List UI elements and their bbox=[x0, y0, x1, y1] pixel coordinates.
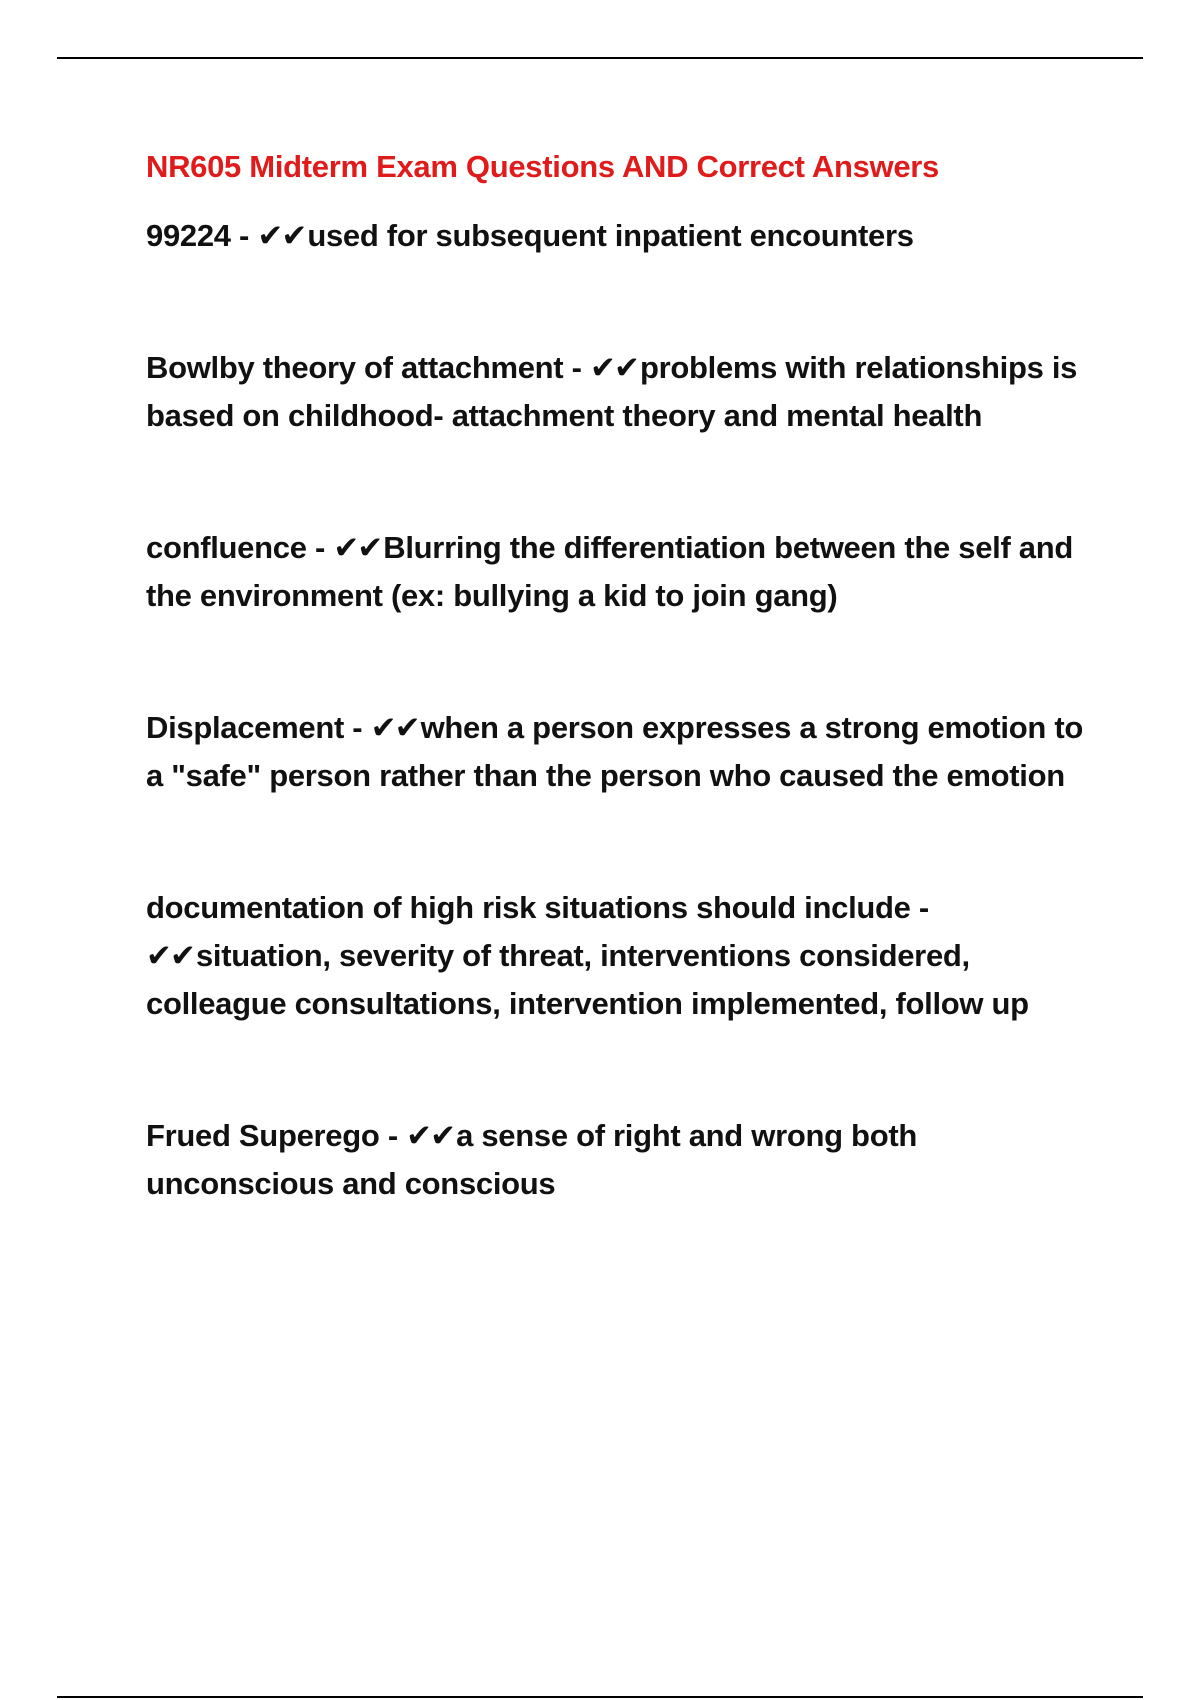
qa-answer: Blurring the differentiation between the self and the environment (ex: bullying a kid to join gang) bbox=[146, 530, 1074, 613]
qa-term: documentation of high risk situations should include bbox=[146, 890, 911, 925]
qa-answer: used for subsequent inpatient encounters bbox=[307, 218, 914, 253]
qa-answer: situation, severity of threat, interventions considered, colleague consultations, intervention implemented, follow up bbox=[146, 938, 1029, 1021]
double-check-icon: ✔✔ bbox=[590, 350, 638, 386]
qa-item bbox=[146, 1112, 1086, 1208]
qa-separator: - bbox=[910, 890, 929, 925]
qa-item bbox=[146, 704, 1086, 800]
qa-item bbox=[146, 524, 1086, 620]
qa-term: confluence bbox=[146, 530, 307, 565]
qa-answer: problems with relationships is based on childhood- attachment theory and mental health bbox=[146, 350, 1078, 433]
document-body bbox=[146, 146, 1086, 1208]
double-check-icon: ✔✔ bbox=[370, 710, 419, 746]
double-check-icon: ✔✔ bbox=[406, 1118, 455, 1154]
qa-separator: - bbox=[563, 350, 590, 385]
document-title: NR605 Midterm Exam Questions AND Correct Answers bbox=[146, 149, 939, 184]
footer-rule bbox=[57, 1696, 1143, 1698]
qa-item bbox=[146, 344, 1086, 440]
double-check-icon: ✔✔ bbox=[333, 530, 382, 566]
qa-separator: - bbox=[306, 530, 334, 565]
qa-answer: when a person expresses a strong emotion to a "safe" person rather than the person who caused the emotion bbox=[146, 710, 1083, 793]
header-rule bbox=[57, 57, 1143, 59]
qa-separator: - bbox=[343, 710, 371, 745]
qa-item bbox=[146, 884, 1086, 1028]
qa-term: 99224 bbox=[146, 218, 231, 253]
qa-separator: - bbox=[379, 1118, 407, 1153]
qa-term: Bowlby theory of attachment bbox=[146, 350, 564, 385]
qa-item bbox=[146, 212, 1086, 260]
double-check-icon: ✔✔ bbox=[146, 938, 194, 974]
qa-term: Displacement bbox=[146, 710, 344, 745]
qa-separator: - bbox=[230, 218, 258, 253]
double-check-icon: ✔✔ bbox=[257, 218, 306, 254]
qa-answer: a sense of right and wrong both unconscious and conscious bbox=[146, 1118, 917, 1201]
qa-term: Frued Superego bbox=[146, 1118, 380, 1153]
